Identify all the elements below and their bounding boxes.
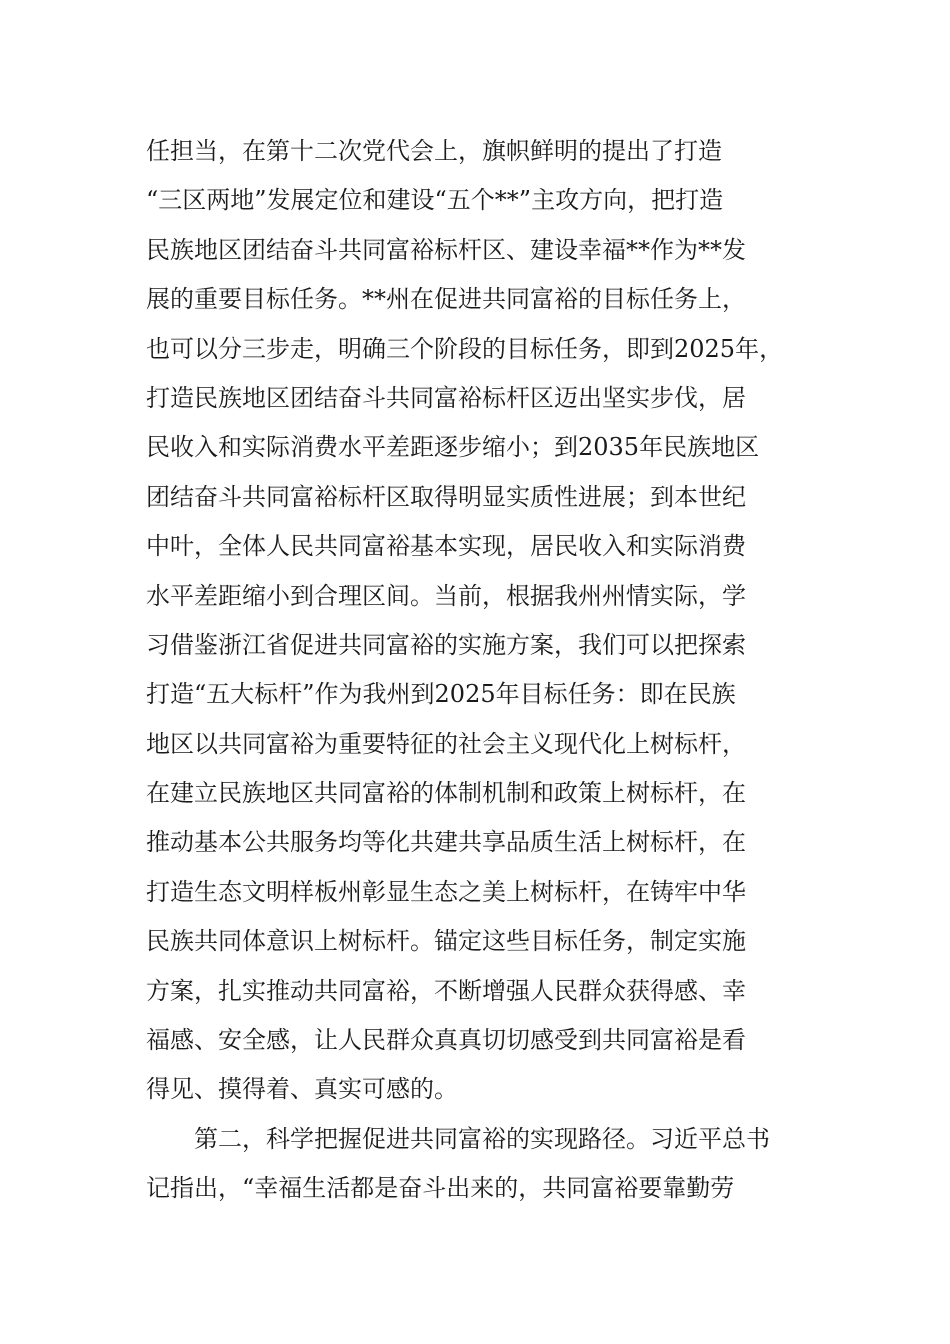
- text-line: 第二，科学把握促进共同富裕的实现路径。习近平总书: [194, 1124, 770, 1153]
- text-line: 也可以分三步走，明确三个阶段的目标任务，即到2025年，: [146, 334, 784, 363]
- text-line: 民收入和实际消费水平差距逐步缩小；到2035年民族地区: [146, 433, 760, 462]
- text-line: 任担当，在第十二次党代会上，旗帜鲜明的提出了打造: [146, 137, 722, 165]
- text-line: 在建立民族地区共同富裕的体制机制和政策上树标杆，在: [146, 779, 746, 808]
- text-line: 水平差距缩小到合理区间。当前，根据我州州情实际，学: [146, 581, 746, 610]
- document-body: [146, 127, 816, 1214]
- text-line: 民族共同体意识上树标杆。锚定这些目标任务，制定实施: [146, 927, 746, 956]
- text-line: 民族地区团结奋斗共同富裕标杆区、建设幸福**作为**发: [146, 235, 746, 264]
- paragraph-2: [146, 1115, 816, 1214]
- text-line: 展的重要目标任务。**州在促进共同富裕的目标任务上，: [146, 285, 746, 314]
- text-line: 福感、安全感，让人民群众真真切切感受到共同富裕是看: [146, 1026, 746, 1055]
- paragraph-1: [146, 127, 816, 1115]
- text-line: “三区两地”发展定位和建设“五个**”主攻方向，把打造: [146, 186, 724, 215]
- text-line: 方案，扎实推动共同富裕，不断增强人民群众获得感、幸: [146, 976, 746, 1005]
- text-line: 地区以共同富裕为重要特征的社会主义现代化上树标杆，: [146, 729, 746, 758]
- text-line: 打造“五大标杆”作为我州到2025年目标任务：即在民族: [146, 680, 736, 709]
- text-line: 得见、摸得着、真实可感的。: [146, 1075, 458, 1104]
- text-line: 团结奋斗共同富裕标杆区取得明显实质性进展；到本世纪: [146, 482, 746, 511]
- text-line: 习借鉴浙江省促进共同富裕的实施方案，我们可以把探索: [146, 630, 746, 659]
- text-line: 记指出，“幸福生活都是奋斗出来的，共同富裕要靠勤劳: [146, 1174, 735, 1203]
- text-line: 打造生态文明样板州彰显生态之美上树标杆，在铸牢中华: [146, 877, 746, 906]
- text-line: 打造民族地区团结奋斗共同富裕标杆区迈出坚实步伐，居: [146, 383, 746, 412]
- text-line: 中叶，全体人民共同富裕基本实现，居民收入和实际消费: [146, 532, 746, 561]
- text-line: 推动基本公共服务均等化共建共享品质生活上树标杆，在: [146, 828, 746, 857]
